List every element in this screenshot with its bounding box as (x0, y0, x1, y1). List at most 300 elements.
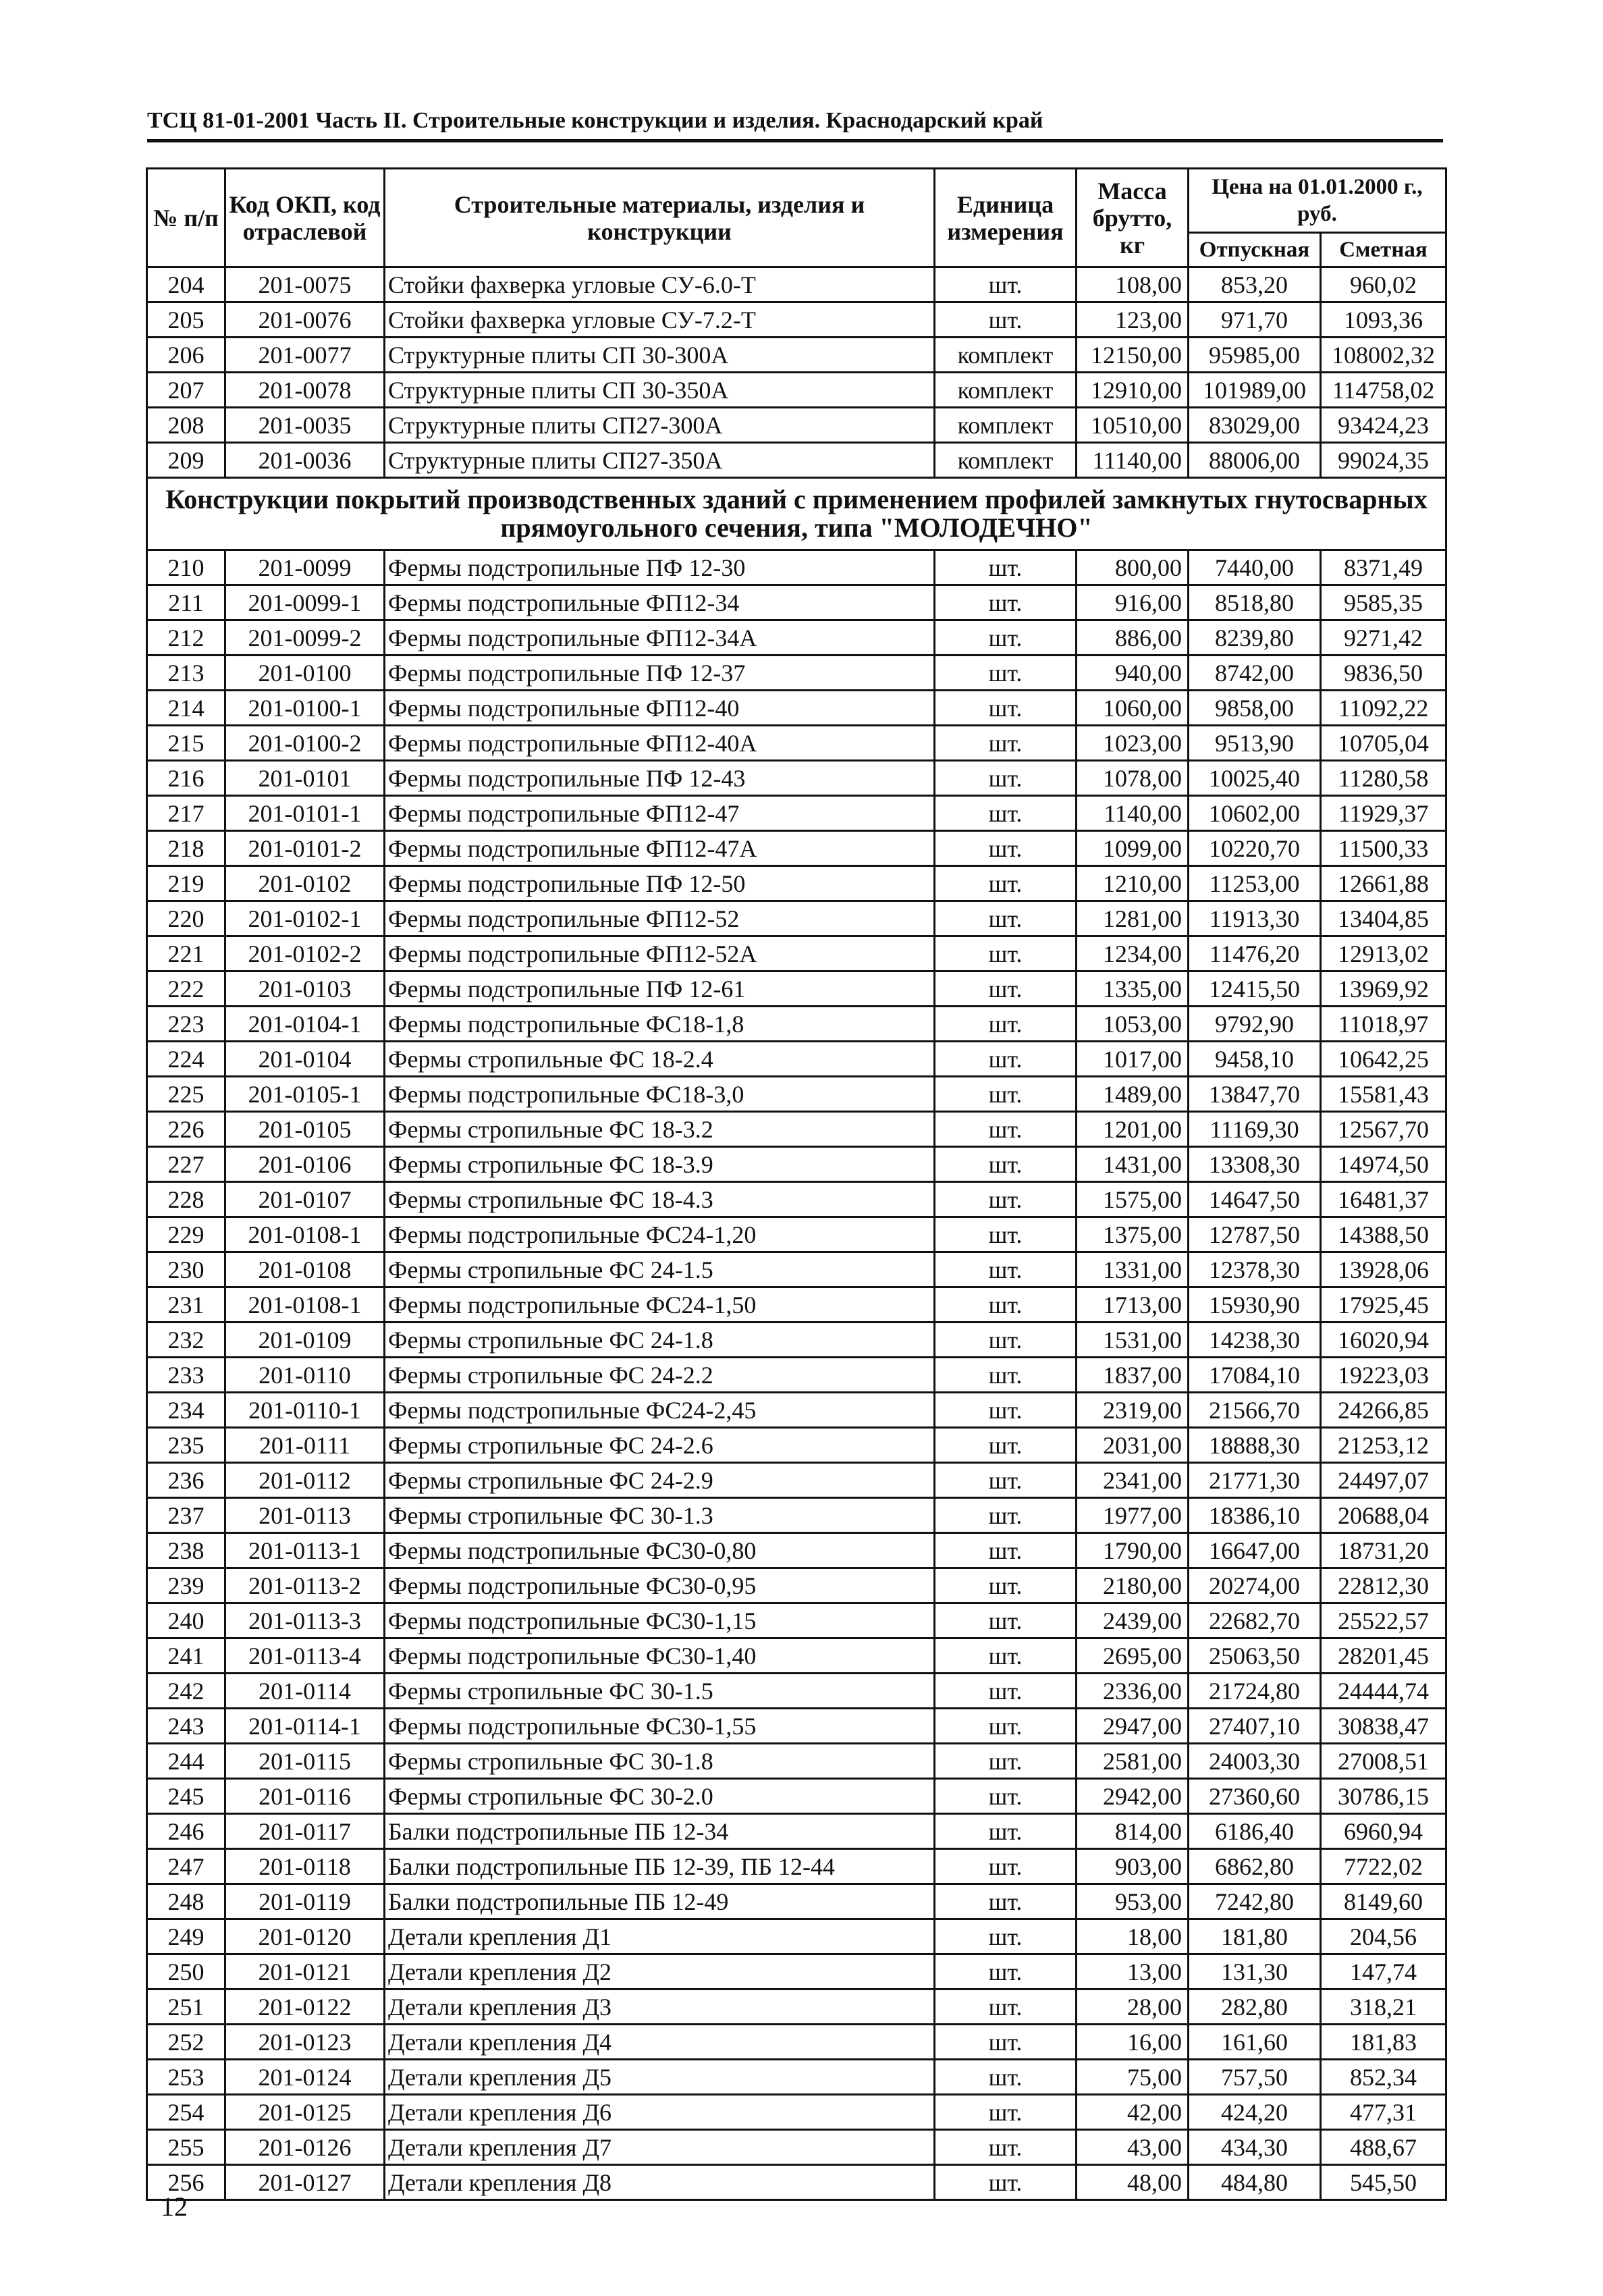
row-price-estimate: 204,56 (1321, 1919, 1446, 1954)
row-mass: 12150,00 (1077, 338, 1189, 373)
header-rule (147, 139, 1443, 142)
row-number: 241 (147, 1638, 225, 1674)
row-name: Структурные плиты СП 30-350А (385, 373, 935, 408)
row-name: Балки подстропильные ПБ 12-34 (385, 1814, 935, 1849)
row-number: 250 (147, 1954, 225, 1990)
table-body-before (147, 267, 1446, 478)
row-unit: комплект (935, 373, 1077, 408)
row-unit: шт. (935, 2095, 1077, 2130)
table-row (147, 373, 1446, 408)
row-number: 215 (147, 726, 225, 761)
table-row (147, 267, 1446, 302)
price-table (146, 167, 1447, 2201)
col-header-price-estimate: Сметная (1321, 233, 1446, 267)
table-row (147, 1393, 1446, 1428)
row-number: 236 (147, 1463, 225, 1498)
row-name: Фермы подстропильные ФП12-52 (385, 901, 935, 936)
row-unit: шт. (935, 796, 1077, 831)
row-price-estimate: 488,67 (1321, 2130, 1446, 2165)
row-price-release: 484,80 (1189, 2165, 1321, 2200)
table-row (147, 408, 1446, 443)
row-price-release: 21724,80 (1189, 1674, 1321, 1709)
row-number: 230 (147, 1252, 225, 1287)
row-unit: шт. (935, 936, 1077, 971)
row-name: Детали крепления Д2 (385, 1954, 935, 1990)
row-name: Стойки фахверка угловые СУ-6.0-Т (385, 267, 935, 302)
row-number: 221 (147, 936, 225, 971)
row-name: Фермы подстропильные ПФ 12-37 (385, 656, 935, 691)
row-name: Фермы подстропильные ПФ 12-30 (385, 550, 935, 585)
row-name: Структурные плиты СП 30-300А (385, 338, 935, 373)
row-number: 220 (147, 901, 225, 936)
row-name: Фермы подстропильные ФП12-47А (385, 831, 935, 866)
row-mass: 11140,00 (1077, 443, 1189, 478)
table-row (147, 1147, 1446, 1182)
row-price-estimate: 25522,57 (1321, 1603, 1446, 1638)
row-price-release: 9858,00 (1189, 691, 1321, 726)
row-price-release: 7440,00 (1189, 550, 1321, 585)
row-number: 229 (147, 1217, 225, 1252)
row-code: 201-0117 (225, 1814, 385, 1849)
row-number: 216 (147, 761, 225, 796)
row-mass: 916,00 (1077, 585, 1189, 620)
page-number: 12 (161, 2191, 188, 2222)
row-mass: 1790,00 (1077, 1533, 1189, 1568)
row-price-estimate: 11280,58 (1321, 761, 1446, 796)
row-name: Детали крепления Д1 (385, 1919, 935, 1954)
row-unit: шт. (935, 1884, 1077, 1919)
table-row (147, 831, 1446, 866)
row-code: 201-0105-1 (225, 1077, 385, 1112)
row-number: 240 (147, 1603, 225, 1638)
row-mass: 13,00 (1077, 1954, 1189, 1990)
row-name: Фермы подстропильные ФС18-1,8 (385, 1007, 935, 1042)
row-number: 214 (147, 691, 225, 726)
col-header-unit: Единица измерения (935, 169, 1077, 267)
row-code: 201-0114 (225, 1674, 385, 1709)
row-name: Фермы подстропильные ФС30-1,55 (385, 1709, 935, 1744)
row-name: Детали крепления Д7 (385, 2130, 935, 2165)
row-name: Балки подстропильные ПБ 12-39, ПБ 12-44 (385, 1849, 935, 1884)
table-row (147, 2165, 1446, 2200)
row-price-release: 12787,50 (1189, 1217, 1321, 1252)
table-row (147, 1990, 1446, 2025)
row-price-release: 13308,30 (1189, 1147, 1321, 1182)
table-row (147, 1358, 1446, 1393)
row-price-estimate: 11018,97 (1321, 1007, 1446, 1042)
row-price-estimate: 545,50 (1321, 2165, 1446, 2200)
row-code: 201-0077 (225, 338, 385, 373)
row-price-release: 10025,40 (1189, 761, 1321, 796)
row-number: 246 (147, 1814, 225, 1849)
row-code: 201-0099-2 (225, 620, 385, 656)
row-name: Фермы подстропильные ПФ 12-43 (385, 761, 935, 796)
row-mass: 2319,00 (1077, 1393, 1189, 1428)
row-mass: 1201,00 (1077, 1112, 1189, 1147)
row-price-release: 11169,30 (1189, 1112, 1321, 1147)
row-mass: 1023,00 (1077, 726, 1189, 761)
row-code: 201-0110-1 (225, 1393, 385, 1428)
row-price-estimate: 93424,23 (1321, 408, 1446, 443)
row-price-estimate: 13928,06 (1321, 1252, 1446, 1287)
table-row (147, 1042, 1446, 1077)
row-code: 201-0109 (225, 1323, 385, 1358)
row-price-estimate: 114758,02 (1321, 373, 1446, 408)
row-name: Фермы подстропильные ФС24-1,20 (385, 1217, 935, 1252)
table-row (147, 1638, 1446, 1674)
row-name: Фермы подстропильные ФС24-1,50 (385, 1287, 935, 1323)
row-number: 218 (147, 831, 225, 866)
row-unit: шт. (935, 550, 1077, 585)
row-mass: 2336,00 (1077, 1674, 1189, 1709)
row-unit: шт. (935, 691, 1077, 726)
row-price-release: 12378,30 (1189, 1252, 1321, 1287)
row-name: Фермы стропильные ФС 24-2.9 (385, 1463, 935, 1498)
table-row (147, 1603, 1446, 1638)
col-header-code: Код ОКП, код отраслевой (225, 169, 385, 267)
row-mass: 1060,00 (1077, 691, 1189, 726)
row-name: Фермы стропильные ФС 18-3.9 (385, 1147, 935, 1182)
row-price-release: 161,60 (1189, 2025, 1321, 2060)
row-code: 201-0124 (225, 2060, 385, 2095)
row-unit: шт. (935, 1147, 1077, 1182)
row-code: 201-0101-2 (225, 831, 385, 866)
row-price-release: 101989,00 (1189, 373, 1321, 408)
row-mass: 1053,00 (1077, 1007, 1189, 1042)
row-unit: шт. (935, 2025, 1077, 2060)
row-mass: 1713,00 (1077, 1287, 1189, 1323)
table-row (147, 585, 1446, 620)
row-name: Фермы подстропильные ФС30-0,95 (385, 1568, 935, 1603)
row-code: 201-0110 (225, 1358, 385, 1393)
row-price-release: 10220,70 (1189, 831, 1321, 866)
table-row (147, 1919, 1446, 1954)
row-unit: шт. (935, 1077, 1077, 1112)
row-price-estimate: 12661,88 (1321, 866, 1446, 901)
row-unit: шт. (935, 267, 1077, 302)
row-unit: шт. (935, 1112, 1077, 1147)
row-price-release: 95985,00 (1189, 338, 1321, 373)
row-mass: 1489,00 (1077, 1077, 1189, 1112)
row-price-release: 20274,00 (1189, 1568, 1321, 1603)
row-code: 201-0102-2 (225, 936, 385, 971)
row-unit: шт. (935, 2130, 1077, 2165)
table-row (147, 1709, 1446, 1744)
row-mass: 1431,00 (1077, 1147, 1189, 1182)
table-row (147, 1323, 1446, 1358)
row-mass: 1234,00 (1077, 936, 1189, 971)
row-name: Детали крепления Д4 (385, 2025, 935, 2060)
row-code: 201-0113-4 (225, 1638, 385, 1674)
row-number: 213 (147, 656, 225, 691)
row-mass: 2942,00 (1077, 1779, 1189, 1814)
row-price-estimate: 6960,94 (1321, 1814, 1446, 1849)
row-code: 201-0126 (225, 2130, 385, 2165)
row-unit: шт. (935, 1568, 1077, 1603)
row-number: 232 (147, 1323, 225, 1358)
row-unit: шт. (935, 761, 1077, 796)
table-row (147, 1182, 1446, 1217)
row-price-release: 9513,90 (1189, 726, 1321, 761)
row-price-estimate: 24444,74 (1321, 1674, 1446, 1709)
row-unit: шт. (935, 585, 1077, 620)
row-mass: 2439,00 (1077, 1603, 1189, 1638)
table-row (147, 1744, 1446, 1779)
row-unit: шт. (935, 1814, 1077, 1849)
row-number: 238 (147, 1533, 225, 1568)
row-number: 244 (147, 1744, 225, 1779)
row-price-estimate: 318,21 (1321, 1990, 1446, 2025)
row-price-estimate: 13969,92 (1321, 971, 1446, 1007)
row-number: 253 (147, 2060, 225, 2095)
row-number: 249 (147, 1919, 225, 1954)
row-mass: 10510,00 (1077, 408, 1189, 443)
table-row (147, 443, 1446, 478)
row-number: 239 (147, 1568, 225, 1603)
row-name: Стойки фахверка угловые СУ-7.2-Т (385, 302, 935, 338)
row-name: Фермы подстропильные ФС24-2,45 (385, 1393, 935, 1428)
row-unit: шт. (935, 1603, 1077, 1638)
row-unit: шт. (935, 1463, 1077, 1498)
row-unit: шт. (935, 1849, 1077, 1884)
row-mass: 814,00 (1077, 1814, 1189, 1849)
row-price-release: 9792,90 (1189, 1007, 1321, 1042)
col-header-mass: Масса брутто, кг (1077, 169, 1189, 267)
row-code: 201-0076 (225, 302, 385, 338)
row-mass: 18,00 (1077, 1919, 1189, 1954)
row-number: 227 (147, 1147, 225, 1182)
row-price-estimate: 181,83 (1321, 2025, 1446, 2060)
row-name: Фермы подстропильные ФС30-1,15 (385, 1603, 935, 1638)
row-name: Фермы стропильные ФС 24-1.5 (385, 1252, 935, 1287)
row-price-release: 8518,80 (1189, 585, 1321, 620)
section-row-group (147, 478, 1446, 550)
row-name: Детали крепления Д3 (385, 1990, 935, 2025)
row-price-release: 8239,80 (1189, 620, 1321, 656)
row-code: 201-0104-1 (225, 1007, 385, 1042)
row-unit: шт. (935, 1323, 1077, 1358)
row-price-estimate: 108002,32 (1321, 338, 1446, 373)
row-price-estimate: 24266,85 (1321, 1393, 1446, 1428)
row-price-estimate: 16481,37 (1321, 1182, 1446, 1217)
row-price-estimate: 21253,12 (1321, 1428, 1446, 1463)
table-row (147, 620, 1446, 656)
section-row (147, 478, 1446, 550)
row-price-release: 13847,70 (1189, 1077, 1321, 1112)
row-mass: 2581,00 (1077, 1744, 1189, 1779)
table-row (147, 726, 1446, 761)
row-unit: комплект (935, 443, 1077, 478)
row-unit: шт. (935, 1287, 1077, 1323)
table-row (147, 1007, 1446, 1042)
table-row (147, 2060, 1446, 2095)
table-row (147, 1568, 1446, 1603)
row-name: Фермы подстропильные ФП12-47 (385, 796, 935, 831)
row-mass: 2031,00 (1077, 1428, 1189, 1463)
row-mass: 1375,00 (1077, 1217, 1189, 1252)
row-unit: шт. (935, 1252, 1077, 1287)
row-code: 201-0035 (225, 408, 385, 443)
row-code: 201-0102-1 (225, 901, 385, 936)
row-code: 201-0078 (225, 373, 385, 408)
row-code: 201-0100 (225, 656, 385, 691)
col-header-price-group: Цена на 01.01.2000 г., руб. (1189, 169, 1446, 233)
row-name: Фермы подстропильные ФП12-52А (385, 936, 935, 971)
row-code: 201-0120 (225, 1919, 385, 1954)
row-unit: шт. (935, 656, 1077, 691)
row-unit: комплект (935, 338, 1077, 373)
row-code: 201-0099-1 (225, 585, 385, 620)
row-number: 208 (147, 408, 225, 443)
row-unit: комплект (935, 408, 1077, 443)
row-name: Детали крепления Д6 (385, 2095, 935, 2130)
row-price-estimate: 13404,85 (1321, 901, 1446, 936)
row-number: 247 (147, 1849, 225, 1884)
row-number: 248 (147, 1884, 225, 1919)
row-price-release: 8742,00 (1189, 656, 1321, 691)
row-code: 201-0106 (225, 1147, 385, 1182)
row-price-release: 11476,20 (1189, 936, 1321, 971)
row-price-release: 21566,70 (1189, 1393, 1321, 1428)
row-price-release: 27407,10 (1189, 1709, 1321, 1744)
row-unit: шт. (935, 1919, 1077, 1954)
table-row (147, 901, 1446, 936)
row-price-release: 88006,00 (1189, 443, 1321, 478)
row-unit: шт. (935, 1217, 1077, 1252)
table-row (147, 1428, 1446, 1463)
row-name: Фермы стропильные ФС 30-1.5 (385, 1674, 935, 1709)
row-price-estimate: 14974,50 (1321, 1147, 1446, 1182)
row-mass: 1210,00 (1077, 866, 1189, 901)
row-mass: 940,00 (1077, 656, 1189, 691)
row-price-estimate: 12567,70 (1321, 1112, 1446, 1147)
row-unit: шт. (935, 302, 1077, 338)
section-title: Конструкции покрытий производственных зданий с применением профилей замкнутых гнутосварных прямоугольного сечения, типа "МОЛОДЕЧНО" (147, 478, 1446, 550)
row-number: 243 (147, 1709, 225, 1744)
row-price-estimate: 1093,36 (1321, 302, 1446, 338)
row-name: Фермы стропильные ФС 30-2.0 (385, 1779, 935, 1814)
row-price-release: 9458,10 (1189, 1042, 1321, 1077)
row-mass: 75,00 (1077, 2060, 1189, 2095)
row-code: 201-0123 (225, 2025, 385, 2060)
row-code: 201-0099 (225, 550, 385, 585)
row-price-release: 424,20 (1189, 2095, 1321, 2130)
row-mass: 1099,00 (1077, 831, 1189, 866)
row-price-estimate: 30838,47 (1321, 1709, 1446, 1744)
row-name: Фермы стропильные ФС 30-1.8 (385, 1744, 935, 1779)
row-price-release: 22682,70 (1189, 1603, 1321, 1638)
table-row (147, 302, 1446, 338)
table-header (147, 169, 1446, 267)
row-code: 201-0121 (225, 1954, 385, 1990)
row-mass: 1281,00 (1077, 901, 1189, 936)
row-code: 201-0111 (225, 1428, 385, 1463)
running-header: ТСЦ 81-01-2001 Часть II. Строительные конструкции и изделия. Краснодарский край (147, 108, 1043, 133)
row-unit: шт. (935, 1990, 1077, 2025)
row-mass: 48,00 (1077, 2165, 1189, 2200)
col-header-price-release: Отпускная (1189, 233, 1321, 267)
row-code: 201-0127 (225, 2165, 385, 2200)
row-name: Детали крепления Д5 (385, 2060, 935, 2095)
row-price-estimate: 27008,51 (1321, 1744, 1446, 1779)
row-code: 201-0113-1 (225, 1533, 385, 1568)
row-number: 206 (147, 338, 225, 373)
row-name: Балки подстропильные ПБ 12-49 (385, 1884, 935, 1919)
row-price-estimate: 30786,15 (1321, 1779, 1446, 1814)
row-code: 201-0100-1 (225, 691, 385, 726)
row-number: 226 (147, 1112, 225, 1147)
row-price-estimate: 10642,25 (1321, 1042, 1446, 1077)
row-price-estimate: 22812,30 (1321, 1568, 1446, 1603)
row-price-release: 14647,50 (1189, 1182, 1321, 1217)
row-unit: шт. (935, 1779, 1077, 1814)
row-code: 201-0075 (225, 267, 385, 302)
table-row (147, 1217, 1446, 1252)
row-mass: 1017,00 (1077, 1042, 1189, 1077)
row-price-release: 14238,30 (1189, 1323, 1321, 1358)
row-number: 251 (147, 1990, 225, 2025)
row-mass: 2947,00 (1077, 1709, 1189, 1744)
row-unit: шт. (935, 1182, 1077, 1217)
row-unit: шт. (935, 1042, 1077, 1077)
row-unit: шт. (935, 1393, 1077, 1428)
row-code: 201-0101 (225, 761, 385, 796)
row-mass: 1837,00 (1077, 1358, 1189, 1393)
row-price-estimate: 15581,43 (1321, 1077, 1446, 1112)
row-name: Фермы стропильные ФС 24-1.8 (385, 1323, 935, 1358)
row-unit: шт. (935, 1674, 1077, 1709)
table-row (147, 1674, 1446, 1709)
row-unit: шт. (935, 1498, 1077, 1533)
row-name: Фермы подстропильные ФП12-40А (385, 726, 935, 761)
row-name: Фермы подстропильные ФС18-3,0 (385, 1077, 935, 1112)
row-price-estimate: 11092,22 (1321, 691, 1446, 726)
row-name: Фермы стропильные ФС 18-4.3 (385, 1182, 935, 1217)
row-code: 201-0113-2 (225, 1568, 385, 1603)
table-row (147, 1252, 1446, 1287)
row-number: 210 (147, 550, 225, 585)
row-price-estimate: 17925,45 (1321, 1287, 1446, 1323)
row-number: 209 (147, 443, 225, 478)
row-mass: 1078,00 (1077, 761, 1189, 796)
row-price-estimate: 9271,42 (1321, 620, 1446, 656)
row-code: 201-0105 (225, 1112, 385, 1147)
row-number: 212 (147, 620, 225, 656)
row-price-estimate: 99024,35 (1321, 443, 1446, 478)
row-price-release: 6862,80 (1189, 1849, 1321, 1884)
row-price-release: 15930,90 (1189, 1287, 1321, 1323)
row-unit: шт. (935, 726, 1077, 761)
row-mass: 1331,00 (1077, 1252, 1189, 1287)
col-header-num: № п/п (147, 169, 225, 267)
row-price-estimate: 147,74 (1321, 1954, 1446, 1990)
row-unit: шт. (935, 1007, 1077, 1042)
row-number: 219 (147, 866, 225, 901)
row-number: 225 (147, 1077, 225, 1112)
row-price-release: 18888,30 (1189, 1428, 1321, 1463)
row-price-release: 11253,00 (1189, 866, 1321, 901)
row-mass: 28,00 (1077, 1990, 1189, 2025)
row-price-release: 434,30 (1189, 2130, 1321, 2165)
row-number: 233 (147, 1358, 225, 1393)
row-unit: шт. (935, 1533, 1077, 1568)
row-code: 201-0116 (225, 1779, 385, 1814)
row-price-estimate: 24497,07 (1321, 1463, 1446, 1498)
row-number: 224 (147, 1042, 225, 1077)
table-row (147, 2130, 1446, 2165)
row-name: Фермы стропильные ФС 18-2.4 (385, 1042, 935, 1077)
row-price-estimate: 477,31 (1321, 2095, 1446, 2130)
